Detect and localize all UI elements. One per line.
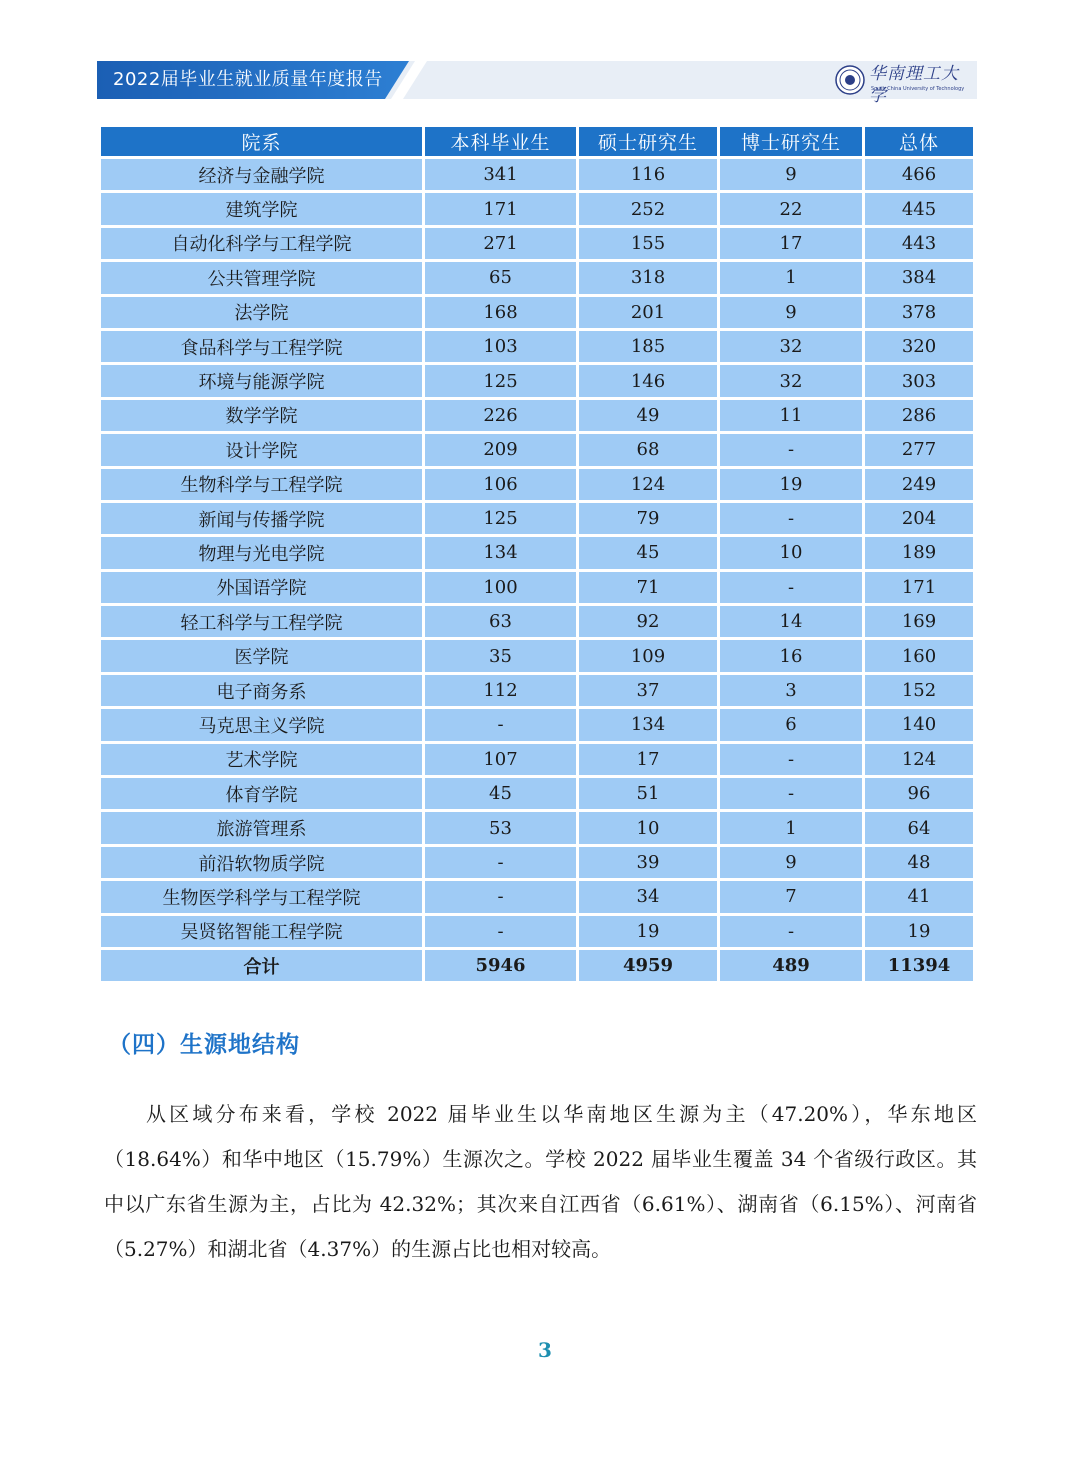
- count-cell: -: [425, 709, 576, 740]
- count-cell: 49: [579, 400, 717, 431]
- table-header-row: [101, 127, 973, 156]
- count-cell: 19: [865, 916, 973, 947]
- table-row: [101, 606, 973, 637]
- table-row: [101, 881, 973, 912]
- count-cell: 65: [425, 262, 576, 293]
- page-header: [97, 61, 977, 106]
- count-cell: 384: [865, 262, 973, 293]
- total-row: [101, 950, 973, 981]
- university-logo: [835, 63, 971, 106]
- count-cell: 48: [865, 847, 973, 878]
- count-cell: 204: [865, 503, 973, 534]
- count-cell: 146: [579, 365, 717, 396]
- count-cell: 9: [720, 159, 862, 190]
- table-row: [101, 744, 973, 775]
- department-cell: 法学院: [101, 297, 422, 328]
- table-row: [101, 159, 973, 190]
- report-title: 2022届毕业生就业质量年度报告: [113, 69, 383, 90]
- department-cell: 外国语学院: [101, 572, 422, 603]
- count-cell: 45: [425, 778, 576, 809]
- section-paragraph: 从区域分布来看，学校 2022 届毕业生以华南地区生源为主（47.20%），华东地区（18.64%）和华中地区（15.79%）生源次之。学校 2022 届毕业生覆盖 34 个省级行政区。其中以广东省生源为主，占比为 42.32%；其次来自江西省（6.61%）、湖南省（6.15%）、河南省（5.27%）和湖北省（4.37%）的生源占比也相对较高。: [104, 1102, 977, 1261]
- count-cell: -: [425, 847, 576, 878]
- count-cell: 201: [579, 297, 717, 328]
- count-cell: 252: [579, 193, 717, 224]
- count-cell: 63: [425, 606, 576, 637]
- department-cell: 食品科学与工程学院: [101, 331, 422, 362]
- count-cell: 79: [579, 503, 717, 534]
- count-cell: 341: [425, 159, 576, 190]
- count-cell: 10: [579, 812, 717, 843]
- table-row: [101, 778, 973, 809]
- department-cell: 吴贤铭智能工程学院: [101, 916, 422, 947]
- count-cell: 106: [425, 469, 576, 500]
- count-cell: 103: [425, 331, 576, 362]
- count-cell: 100: [425, 572, 576, 603]
- department-cell: 公共管理学院: [101, 262, 422, 293]
- count-cell: 109: [579, 640, 717, 671]
- count-cell: 9: [720, 847, 862, 878]
- count-cell: 35: [425, 640, 576, 671]
- table-row: [101, 537, 973, 568]
- count-cell: 378: [865, 297, 973, 328]
- table-row: [101, 640, 973, 671]
- count-cell: 32: [720, 365, 862, 396]
- count-cell: 92: [579, 606, 717, 637]
- count-cell: 303: [865, 365, 973, 396]
- count-cell: 6: [720, 709, 862, 740]
- count-cell: 466: [865, 159, 973, 190]
- count-cell: 16: [720, 640, 862, 671]
- column-header: 硕士研究生: [579, 127, 717, 156]
- count-cell: 185: [579, 331, 717, 362]
- count-cell: 45: [579, 537, 717, 568]
- count-cell: 3: [720, 675, 862, 706]
- count-cell: 134: [579, 709, 717, 740]
- department-cell: 设计学院: [101, 434, 422, 465]
- department-cell: 物理与光电学院: [101, 537, 422, 568]
- count-cell: 39: [579, 847, 717, 878]
- count-cell: -: [720, 916, 862, 947]
- count-cell: -: [720, 572, 862, 603]
- count-cell: 168: [425, 297, 576, 328]
- table-row: [101, 262, 973, 293]
- table-row: [101, 709, 973, 740]
- count-cell: 51: [579, 778, 717, 809]
- count-cell: 320: [865, 331, 973, 362]
- count-cell: -: [425, 881, 576, 912]
- count-cell: -: [720, 778, 862, 809]
- count-cell: 171: [865, 572, 973, 603]
- count-cell: 10: [720, 537, 862, 568]
- table-row: [101, 469, 973, 500]
- table-row: [101, 572, 973, 603]
- table-row: [101, 331, 973, 362]
- count-cell: 124: [865, 744, 973, 775]
- table-row: [101, 228, 973, 259]
- count-cell: 9: [720, 297, 862, 328]
- count-cell: 116: [579, 159, 717, 190]
- university-seal-icon: [835, 65, 865, 95]
- column-header: 本科毕业生: [425, 127, 576, 156]
- department-cell: 前沿软物质学院: [101, 847, 422, 878]
- logo-chinese-name: 华南理工大学: [869, 64, 959, 106]
- count-cell: -: [425, 916, 576, 947]
- department-cell: 自动化科学与工程学院: [101, 228, 422, 259]
- total-cell: 489: [720, 950, 862, 981]
- count-cell: 277: [865, 434, 973, 465]
- table-row: [101, 812, 973, 843]
- table-row: [101, 847, 973, 878]
- count-cell: -: [720, 503, 862, 534]
- count-cell: 445: [865, 193, 973, 224]
- count-cell: 19: [720, 469, 862, 500]
- logo-english-name: South China University of Technology: [871, 86, 965, 92]
- count-cell: 53: [425, 812, 576, 843]
- department-cell: 马克思主义学院: [101, 709, 422, 740]
- total-cell: 5946: [425, 950, 576, 981]
- count-cell: 41: [865, 881, 973, 912]
- count-cell: 37: [579, 675, 717, 706]
- column-header: 博士研究生: [720, 127, 862, 156]
- table-row: [101, 434, 973, 465]
- page-number: 3: [538, 1338, 552, 1362]
- table-row: [101, 675, 973, 706]
- count-cell: 96: [865, 778, 973, 809]
- table-row: [101, 193, 973, 224]
- department-cell: 建筑学院: [101, 193, 422, 224]
- department-cell: 生物科学与工程学院: [101, 469, 422, 500]
- count-cell: 152: [865, 675, 973, 706]
- count-cell: 124: [579, 469, 717, 500]
- count-cell: 155: [579, 228, 717, 259]
- count-cell: 160: [865, 640, 973, 671]
- count-cell: 140: [865, 709, 973, 740]
- department-cell: 医学院: [101, 640, 422, 671]
- count-cell: 169: [865, 606, 973, 637]
- table-row: [101, 916, 973, 947]
- department-cell: 经济与金融学院: [101, 159, 422, 190]
- department-graduates-table: [98, 124, 976, 984]
- table-row: [101, 297, 973, 328]
- count-cell: 209: [425, 434, 576, 465]
- count-cell: 68: [579, 434, 717, 465]
- count-cell: -: [720, 744, 862, 775]
- count-cell: 226: [425, 400, 576, 431]
- department-cell: 数学学院: [101, 400, 422, 431]
- department-cell: 旅游管理系: [101, 812, 422, 843]
- count-cell: 134: [425, 537, 576, 568]
- table-row: [101, 365, 973, 396]
- department-cell: 艺术学院: [101, 744, 422, 775]
- table-row: [101, 400, 973, 431]
- count-cell: 34: [579, 881, 717, 912]
- department-cell: 生物医学科学与工程学院: [101, 881, 422, 912]
- count-cell: 249: [865, 469, 973, 500]
- count-cell: 112: [425, 675, 576, 706]
- department-cell: 环境与能源学院: [101, 365, 422, 396]
- count-cell: 17: [579, 744, 717, 775]
- count-cell: 125: [425, 503, 576, 534]
- column-header: 院系: [101, 127, 422, 156]
- total-cell: 11394: [865, 950, 973, 981]
- count-cell: 32: [720, 331, 862, 362]
- count-cell: 19: [579, 916, 717, 947]
- table-row: [101, 503, 973, 534]
- count-cell: 14: [720, 606, 862, 637]
- count-cell: -: [720, 434, 862, 465]
- count-cell: 7: [720, 881, 862, 912]
- count-cell: 64: [865, 812, 973, 843]
- count-cell: 71: [579, 572, 717, 603]
- department-cell: 新闻与传播学院: [101, 503, 422, 534]
- count-cell: 17: [720, 228, 862, 259]
- department-cell: 轻工科学与工程学院: [101, 606, 422, 637]
- count-cell: 107: [425, 744, 576, 775]
- total-cell: 4959: [579, 950, 717, 981]
- total-label: 合计: [101, 950, 422, 981]
- department-cell: 体育学院: [101, 778, 422, 809]
- count-cell: 1: [720, 262, 862, 293]
- section-heading: （四）生源地结构: [108, 1032, 300, 1058]
- count-cell: 443: [865, 228, 973, 259]
- count-cell: 271: [425, 228, 576, 259]
- count-cell: 171: [425, 193, 576, 224]
- count-cell: 125: [425, 365, 576, 396]
- count-cell: 22: [720, 193, 862, 224]
- count-cell: 11: [720, 400, 862, 431]
- column-header: 总体: [865, 127, 973, 156]
- count-cell: 318: [579, 262, 717, 293]
- department-cell: 电子商务系: [101, 675, 422, 706]
- count-cell: 1: [720, 812, 862, 843]
- count-cell: 286: [865, 400, 973, 431]
- count-cell: 189: [865, 537, 973, 568]
